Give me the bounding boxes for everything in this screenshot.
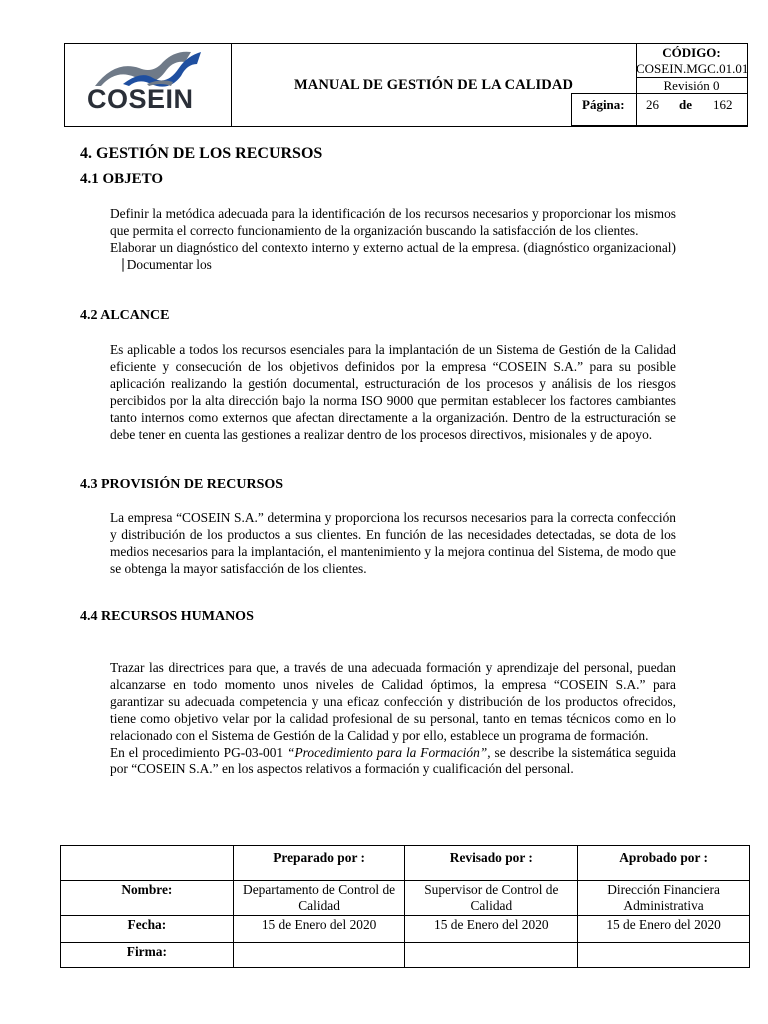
name-row-label: Nombre: [61,881,234,916]
table-row [61,916,750,943]
cosein-logo-icon [93,48,203,88]
manual-title: MANUAL DE GESTIÓN DE LA CALIDAD [293,76,574,93]
page-of-label: de [679,97,692,112]
code-label: CÓDIGO: [662,45,721,60]
page-total: 162 [713,97,733,112]
section-4-1-body [110,206,676,274]
section-4-3-body [110,510,676,578]
section-4-2-body [110,342,676,443]
logo-cell [65,44,232,126]
approval-table [60,845,750,968]
approved-name: Dirección Financiera Administrativa [578,881,750,916]
code-value: COSEIN.MGC.01.01 [636,61,749,76]
paragraph [110,745,676,779]
paragraph-text: En el procedimiento PG-03-001 [110,744,288,760]
reviewed-signature [405,943,578,968]
reviewed-by-header: Revisado por : [405,846,578,881]
reviewed-date: 15 de Enero del 2020 [405,916,578,943]
prepared-by-header: Preparado por : [233,846,405,881]
approved-date: 15 de Enero del 2020 [578,916,750,943]
table-row [61,881,750,916]
logo-text: COSEIN [87,84,194,114]
page-counter [571,93,748,126]
section-4-4-body [110,660,676,778]
signature-row-label: Firma: [61,943,234,968]
approved-signature [578,943,750,968]
paragraph-text: , se describe la sistemática seguida por “COSEIN S.A.” en los aspectos relativos a formación y cualificación del personal. [110,744,676,777]
table-row [61,943,750,968]
procedure-title: “Procedimiento para la Formación” [287,744,488,760]
revision-label: Revisión 0 [636,77,747,94]
section-4-1-title: 4.1 OBJETO [80,171,164,187]
paragraph: Es aplicable a todos los recursos esenciales para la implantación de un Sistema de Gestión de la Calidad eficiente y consecución de los objetivos definidos por la empresa “COSEIN S.A.” para su posible aplicación realizando la gestión documental, estructuración de los procesos y análisis de los riesgos percibidos por la alta dirección bajo la norma ISO 9000 que permitan establecer los factores cambiantes tanto internos como externos que afectan directamente a la organización. Dentro de la estructuración se debe tener en cuenta las gestiones a realizar dentro de los procesos directivos, misionales y de apoyo. [110,342,676,442]
paragraph: Definir la metódica adecuada para la identificación de los recursos necesarios y proporcionar los mismos que permita el correcto funcionamiento de la organización buscando la satisfacción de los clientes. [110,206,676,238]
section-4-title: 4. GESTIÓN DE LOS RECURSOS [80,145,323,162]
approved-by-header: Aprobado por : [578,846,750,881]
reviewed-name: Supervisor de Control de Calidad [405,881,578,916]
paragraph: Trazar las directrices para que, a través de una adecuada formación y aprendizaje del personal, puedan alcanzarse en todo momento unos niveles de Calidad óptimos, la empresa “COSEIN S.A.” para garantizar su adecuada competencia y una eficaz confección y distribución de los productos ofrecidos, tiene como objetivo velar por la calidad profesional de su personal, tanto en temas técnicos como en lo relacionado con el Sistema de Gestión de la Calidad y por ello, establece un programa de formación. [110,660,676,743]
date-row-label: Fecha: [61,916,234,943]
prepared-signature [233,943,405,968]
page-number: 26 [646,97,659,112]
prepared-name: Departamento de Control de Calidad [233,881,405,916]
paragraph: La empresa “COSEIN S.A.” determina y proporciona los recursos necesarios para la correcta confección y distribución de los productos a sus clientes. En función de las necesidades detectadas, se dota de los medios necesarios para la implantación, el mantenimiento y la mejora continua del Sistema, de modo que se obtenga la mayor satisfacción de los clientes. [110,510,676,576]
table-cell [61,846,234,881]
paragraph: Elaborar un diagnóstico del contexto interno y externo actual de la empresa. (diagnóstico organizacional) ⎹ Documentar los [110,239,676,272]
table-row [61,846,750,881]
section-4-4-title: 4.4 RECURSOS HUMANOS [80,609,254,624]
section-4-3-title: 4.3 PROVISIÓN DE RECURSOS [80,477,284,492]
page-label: Página: [582,97,625,112]
prepared-date: 15 de Enero del 2020 [233,916,405,943]
section-4-2-title: 4.2 ALCANCE [80,308,170,323]
